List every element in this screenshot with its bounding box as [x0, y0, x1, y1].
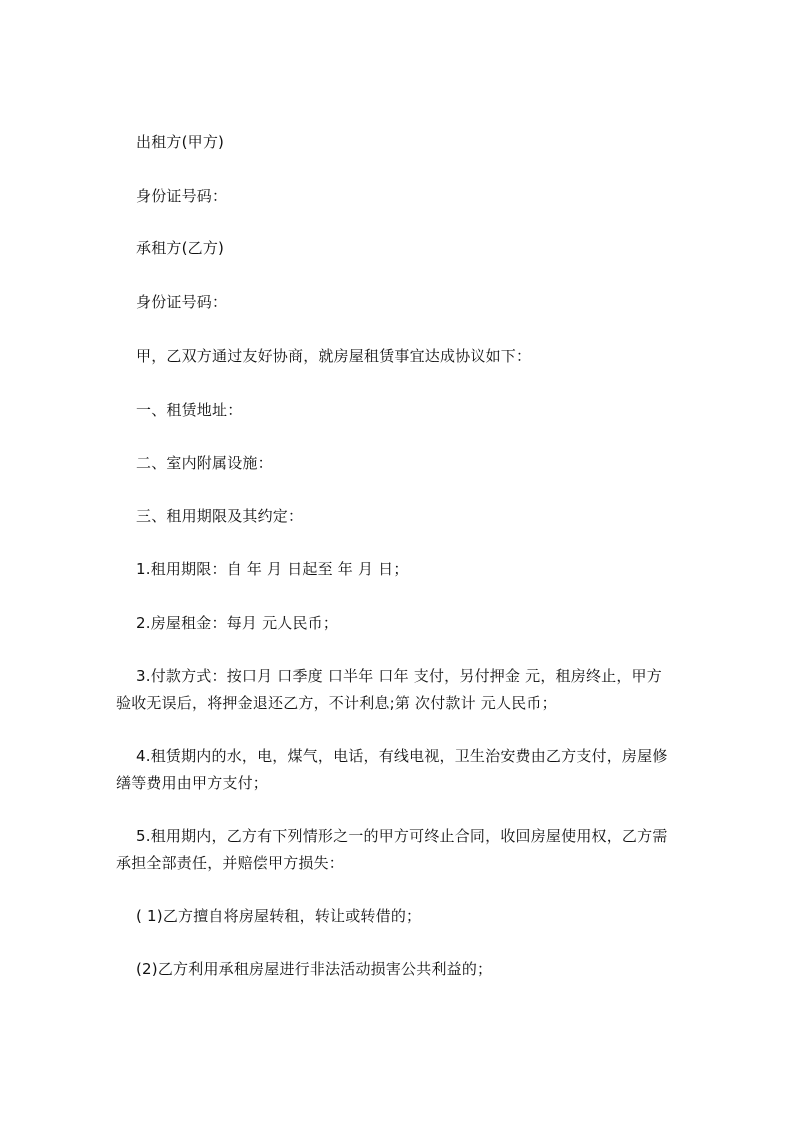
clause-1-period: 1.租用期限：自 年 月 日起至 年 月 日；: [136, 560, 409, 578]
termination-item-1: ( 1)乙方擅自将房屋转租，转让或转借的；: [136, 907, 422, 925]
clause-4-fees-line-2: 缮等费用由甲方支付；: [116, 774, 269, 792]
termination-item-2: (2)乙方利用承租房屋进行非法活动损害公共利益的；: [136, 960, 493, 978]
lessee-label: 承租方(乙方): [136, 239, 225, 257]
clause-4-fees-line-1: 4.租赁期内的水，电，煤气，电话，有线电视，卫生治安费由乙方支付，房屋修: [136, 747, 668, 765]
agreement-intro: 甲，乙双方通过友好协商，就房屋租赁事宜达成协议如下：: [136, 347, 532, 365]
section-3-terms: 三、租用期限及其约定：: [136, 507, 304, 525]
clause-3-payment-line-1: 3.付款方式：按口月 口季度 口半年 口年 支付，另付押金 元，租房终止，甲方: [136, 667, 662, 685]
clause-5-termination-line-2: 承担全部责任，并赔偿甲方损失：: [116, 854, 345, 872]
clause-5-termination-line-1: 5.租用期内，乙方有下列情形之一的甲方可终止合同，收回房屋使用权，乙方需: [136, 827, 668, 845]
clause-2-rent: 2.房屋租金：每月 元人民币；: [136, 614, 339, 632]
lessor-label: 出租方(甲方): [136, 133, 225, 151]
lessee-id-label: 身份证号码：: [136, 293, 228, 311]
clause-3-payment-line-2: 验收无误后，将押金退还乙方，不计利息;第 次付款计 元人民币；: [116, 694, 557, 712]
section-2-facilities: 二、室内附属设施：: [136, 454, 273, 472]
lessor-id-label: 身份证号码：: [136, 187, 228, 205]
section-1-address: 一、租赁地址：: [136, 401, 243, 419]
